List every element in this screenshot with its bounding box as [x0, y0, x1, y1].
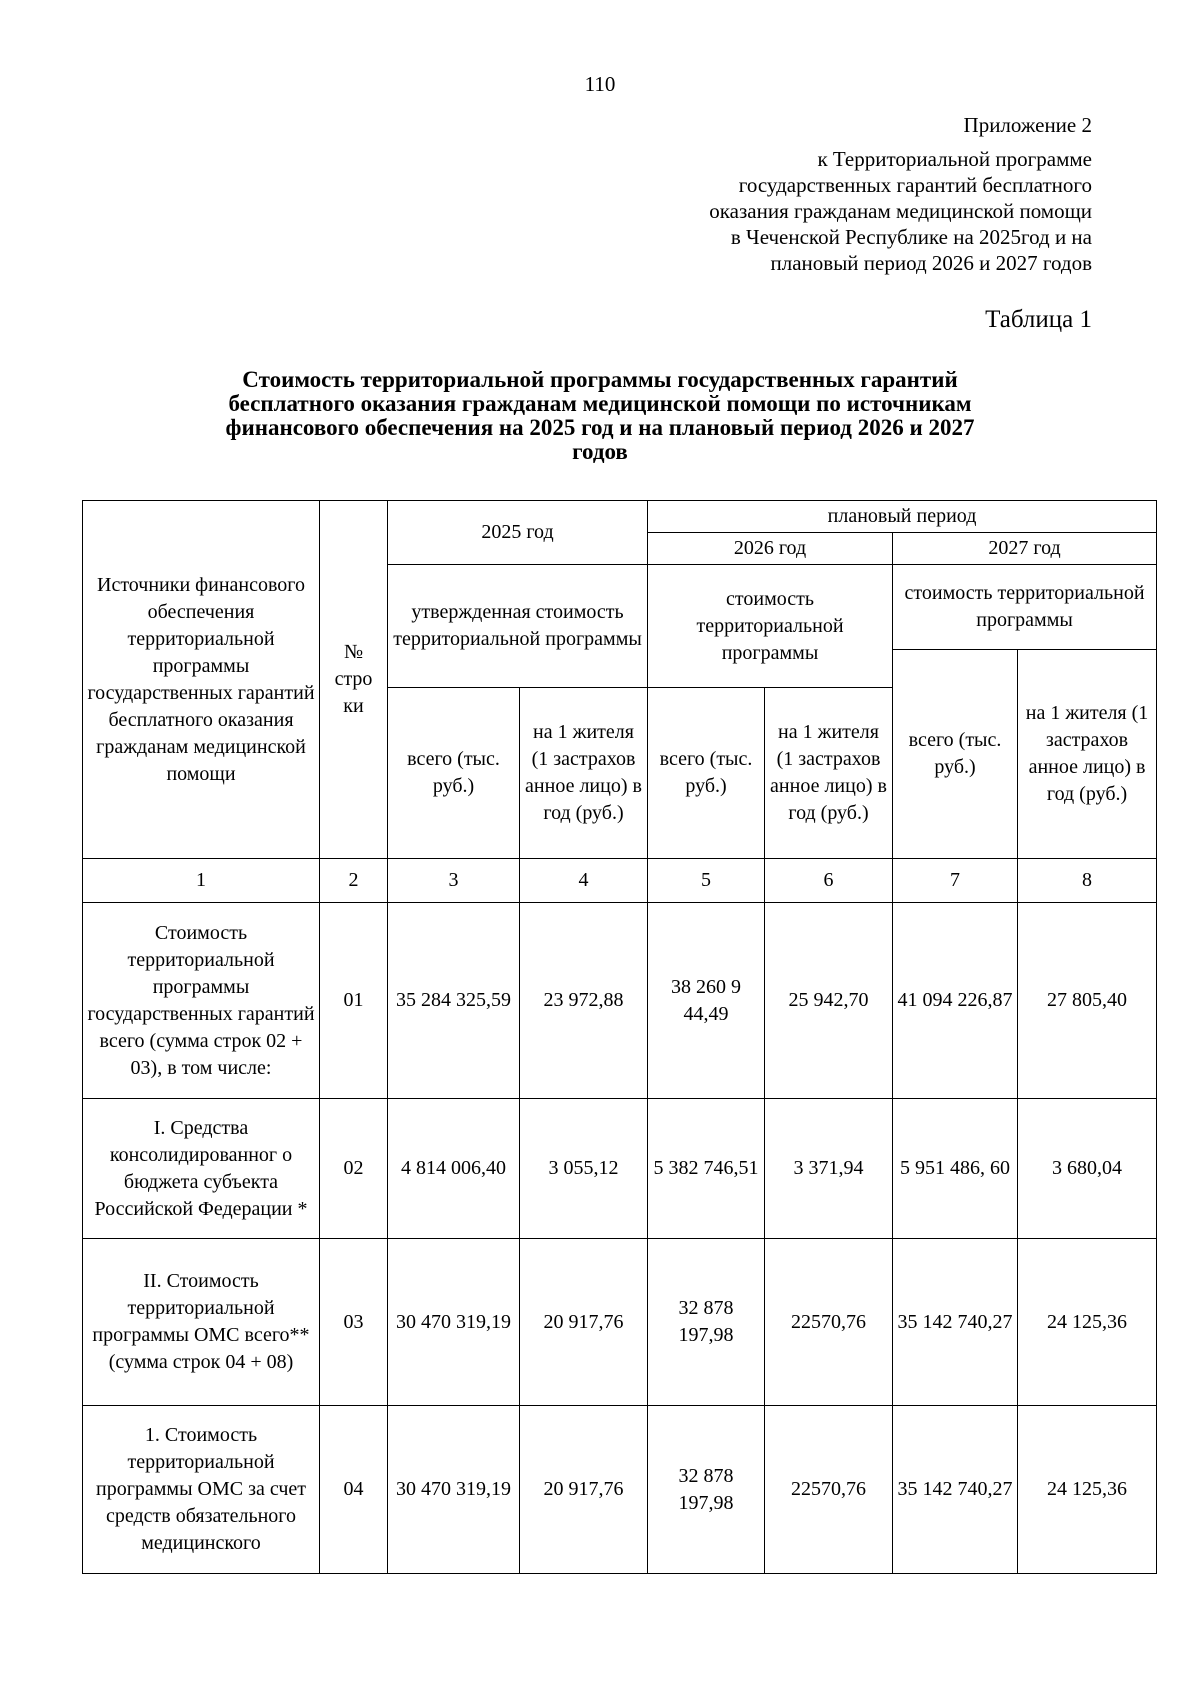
row-source: 1. Стоимость территориальной программы ОМС за счет средств обязательного медицинского: [83, 1406, 320, 1574]
row-source: Стоимость территориальной программы государственных гарантий всего (сумма строк 02 + 03), в том числе:: [83, 903, 320, 1099]
column-number: 1: [83, 859, 320, 903]
row-per-capita-2025: 3 055,12: [520, 1099, 648, 1239]
row-no: 02: [320, 1099, 388, 1239]
row-per-capita-2026: 22570,76: [765, 1406, 893, 1574]
row-no: 04: [320, 1406, 388, 1574]
row-source: I. Средства консолидированног о бюджета субъекта Российской Федерации *: [83, 1099, 320, 1239]
header-year-2026: 2026 год: [648, 533, 893, 565]
table-label: Таблица 1: [985, 306, 1092, 333]
row-total-2025: 4 814 006,40: [388, 1099, 520, 1239]
row-source: II. Стоимость территориальной программы ОМС всего** (сумма строк 04 + 08): [83, 1239, 320, 1406]
header-per-capita-2027: на 1 жителя (1 застрахов анное лицо) в год (руб.): [1018, 650, 1157, 859]
appendix-block: [492, 112, 1092, 276]
header-approved-cost: утвержденная стоимость территориальной программы: [388, 565, 648, 688]
row-per-capita-2027: 27 805,40: [1018, 903, 1157, 1099]
row-total-2026: 5 382 746,51: [648, 1099, 765, 1239]
appendix-title: Приложение 2: [963, 113, 1092, 137]
appendix-line: оказания гражданам медицинской помощи: [709, 199, 1092, 223]
header-total-2027: всего (тыс. руб.): [893, 650, 1018, 859]
header-total-2026: всего (тыс. руб.): [648, 688, 765, 859]
title-line: Стоимость территориальной программы государственных гарантий: [242, 367, 958, 392]
header-total-2025: всего (тыс. руб.): [388, 688, 520, 859]
row-total-2027: 35 142 740,27: [893, 1406, 1018, 1574]
row-per-capita-2027: 3 680,04: [1018, 1099, 1157, 1239]
header-source: Источники финансового обеспечения территориальной программы государственных гарантий бесплатного оказания гражданам медицинской помощи: [83, 501, 320, 859]
appendix-lines: [492, 146, 1092, 276]
row-total-2027: 5 951 486, 60: [893, 1099, 1018, 1239]
row-per-capita-2025: 23 972,88: [520, 903, 648, 1099]
appendix-line: в Чеченской Республике на 2025год и на: [730, 225, 1092, 249]
column-number: 6: [765, 859, 893, 903]
table-row: [83, 1239, 1157, 1406]
header-year-2027: 2027 год: [893, 533, 1157, 565]
appendix-line: государственных гарантий бесплатного: [738, 173, 1092, 197]
title-line: годов: [572, 439, 628, 464]
row-per-capita-2026: 25 942,70: [765, 903, 893, 1099]
column-number: 3: [388, 859, 520, 903]
row-per-capita-2027: 24 125,36: [1018, 1239, 1157, 1406]
row-no: 01: [320, 903, 388, 1099]
row-total-2026: 32 878 197,98: [648, 1406, 765, 1574]
title-line: бесплатного оказания гражданам медицинской помощи по источникам: [228, 391, 972, 416]
cost-table: [82, 500, 1157, 1574]
row-total-2025: 30 470 319,19: [388, 1406, 520, 1574]
header-cost-2026: стоимость территориальной программы: [648, 565, 893, 688]
header-cost-2027: стоимость территориальной программы: [893, 565, 1157, 650]
row-per-capita-2026: 3 371,94: [765, 1099, 893, 1239]
table-row: [83, 1406, 1157, 1574]
page-number: 110: [584, 72, 616, 96]
row-no: 03: [320, 1239, 388, 1406]
row-total-2026: 38 260 9 44,49: [648, 903, 765, 1099]
header-per-capita-2025: на 1 жителя (1 застрахов анное лицо) в год (руб.): [520, 688, 648, 859]
header-planned-period: плановый период: [648, 501, 1157, 533]
column-number: 2: [320, 859, 388, 903]
appendix-line: к Территориальной программе: [817, 147, 1092, 171]
table-row: [83, 903, 1157, 1099]
table-row: [83, 1099, 1157, 1239]
column-number: 8: [1018, 859, 1157, 903]
header-per-capita-2026: на 1 жителя (1 застрахов анное лицо) в год (руб.): [765, 688, 893, 859]
appendix-line: плановый период 2026 и 2027 годов: [770, 251, 1092, 275]
column-number-row: [83, 859, 1157, 903]
row-total-2026: 32 878 197,98: [648, 1239, 765, 1406]
row-per-capita-2025: 20 917,76: [520, 1239, 648, 1406]
header-row: [83, 501, 1157, 533]
column-number: 4: [520, 859, 648, 903]
row-total-2025: 30 470 319,19: [388, 1239, 520, 1406]
column-number: 7: [893, 859, 1018, 903]
row-total-2025: 35 284 325,59: [388, 903, 520, 1099]
row-per-capita-2026: 22570,76: [765, 1239, 893, 1406]
header-year-2025: 2025 год: [388, 501, 648, 565]
document-title: [150, 368, 1050, 464]
row-total-2027: 35 142 740,27: [893, 1239, 1018, 1406]
row-total-2027: 41 094 226,87: [893, 903, 1018, 1099]
row-per-capita-2027: 24 125,36: [1018, 1406, 1157, 1574]
title-line: финансового обеспечения на 2025 год и на плановый период 2026 и 2027: [225, 415, 975, 440]
header-row-no: № стро ки: [320, 501, 388, 859]
column-number: 5: [648, 859, 765, 903]
row-per-capita-2025: 20 917,76: [520, 1406, 648, 1574]
